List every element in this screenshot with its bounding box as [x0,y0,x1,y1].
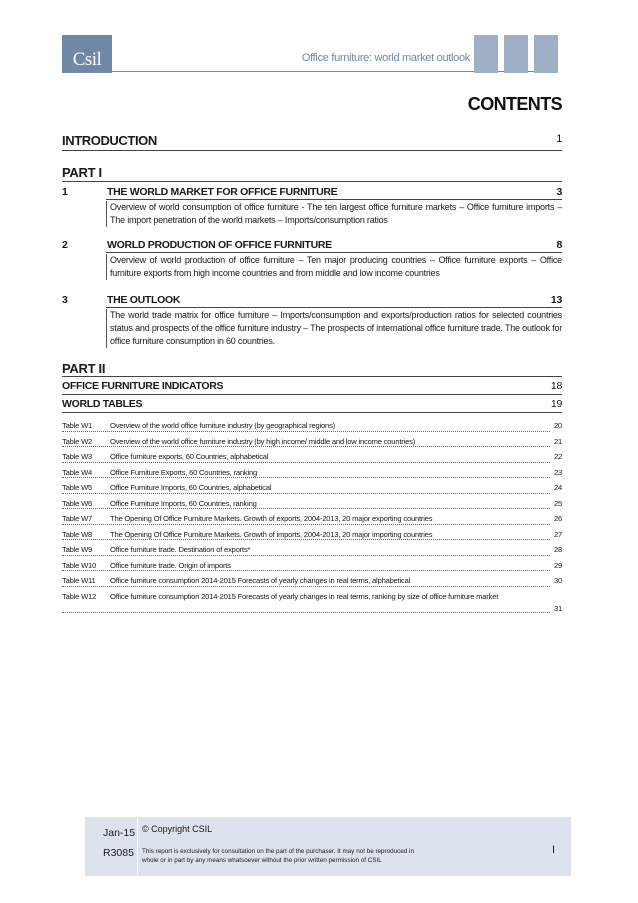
chapter-page: 13 [550,294,562,306]
chapter-number: 3 [62,294,68,306]
table-page: 22 [553,452,562,461]
chapter-page: 8 [556,239,562,251]
table-title: The Opening Of Office Furniture Markets. Growth of imports, 2004-2013, 20 major importing countries [110,529,433,539]
page-footer [85,817,571,876]
footer-notice: This report is exclusively for consultation on the part of the purchaser. It may not be reproduced in whole or in part by any means whatsoever without the prior written permission of CSIL [142,848,414,864]
csil-logo: Csil [62,35,112,73]
table-code: Table W8 [62,529,93,539]
leader-dots [62,477,550,478]
divider [106,307,562,308]
table-page: 26 [553,514,562,523]
toc-introduction-label: INTRODUCTION [62,133,157,148]
divider [106,199,562,200]
chapter-title: THE WORLD MARKET FOR OFFICE FURNITURE [107,186,338,198]
toc-world-tables-page: 19 [550,398,562,410]
table-title: Office Furniture Imports, 60 Countries, ranking [110,498,257,508]
table-code: Table W1 [62,421,93,430]
table-title: Office furniture trade. Origin of imports [110,560,231,570]
toc-world-tables[interactable] [62,398,562,410]
divider [62,394,562,395]
footer-separator [137,817,138,876]
chapter-number: 1 [62,186,68,198]
table-entry[interactable] [62,529,562,545]
chapter-3-description [106,309,562,348]
header-block-2 [504,35,528,73]
divider [62,412,562,413]
toc-introduction-page: 1 [556,133,562,145]
table-page: 20 [553,421,562,430]
table-entry[interactable] [62,451,562,467]
chapter-description-text: Overview of world production of office furniture – Ten major producing countries – Office furniture exports – Office furniture exports from high income countries and from middle and low income countries [110,255,562,278]
divider [106,252,562,253]
page-header [62,35,562,73]
leader-dots [62,462,550,463]
table-code: Table W2 [62,436,93,446]
toc-indicators-page: 18 [550,380,562,392]
table-title: Overview of the world office furniture industry (by geographical regions) [110,421,335,430]
leader-dots [62,446,550,447]
table-entry[interactable] [62,467,562,483]
table-page: 31 [553,603,562,613]
chapter-description-text: The world trade matrix for office furniture – Imports/consumption and exports/production ratios for selected countries status and prospects of the office furniture industry – The prospects of international office furniture trade. The outlook for office furniture consumption in 60 countries. [110,310,562,346]
toc-indicators[interactable] [62,380,562,392]
table-code: Table W4 [62,467,93,477]
part-1-heading: PART I [62,165,102,180]
table-title: Overview of the world office furniture industry (by high income/ middle and low income countries) [110,436,416,446]
chapter-2-description [106,254,562,280]
table-entry[interactable] [62,575,562,591]
divider [62,181,562,182]
divider [62,150,562,151]
table-title: Office furniture exports, 60 Countries, alphabetical [110,452,269,461]
table-entry[interactable] [62,544,562,560]
table-code: Table W11 [62,576,96,585]
chapter-title: WORLD PRODUCTION OF OFFICE FURNITURE [107,239,332,251]
leader-dots [62,524,550,525]
table-title: Office furniture consumption 2014-2015 Forecasts of yearly changes in real terms, ranking by size of office furniture market [110,591,499,601]
chapter-description-text: Overview of world consumption of office furniture - The ten largest office furniture markets – Office furniture imports – The import penetration of the world markets – Imports/consumption ratios [110,202,562,225]
leader-dots [62,431,550,432]
table-entry[interactable] [62,560,562,576]
table-title: The Opening Of Office Furniture Markets. Growth of exports, 2004-2013, 20 major exporting countries [110,514,433,523]
toc-world-tables-label: WORLD TABLES [62,398,143,410]
document-title: Office furniture: world market outlook [301,52,470,64]
table-code: Table W6 [62,498,93,508]
leader-dots [62,508,550,509]
chapter-page: 3 [556,186,562,198]
table-code: Table W7 [62,514,93,523]
header-rule [112,71,535,72]
table-code: Table W10 [62,560,97,570]
table-title: Office Furniture Exports, 60 Countries, ranking [110,467,258,477]
footer-copyright: © Copyright CSIL [142,824,213,834]
leader-dots [62,612,550,613]
table-entry[interactable] [62,513,562,529]
table-entry[interactable] [62,436,562,452]
chapter-number: 2 [62,239,68,251]
chapter-1-description [106,201,562,227]
footer-date: Jan-15 [103,827,136,839]
table-list [62,420,562,617]
table-page: 27 [553,529,562,539]
page-number: I [551,844,555,856]
table-code: Table W5 [62,483,93,492]
contents-heading: CONTENTS [467,94,562,114]
table-page: 28 [553,545,562,554]
header-block-3 [534,35,558,73]
table-page: 29 [553,560,562,570]
table-title: Office furniture trade. Destination of exports* [110,545,251,554]
table-code: Table W3 [62,452,93,461]
leader-dots [62,493,550,494]
table-title: Office Furniture Imports, 60 Countries, alphabetical [110,483,272,492]
chapter-title: THE OUTLOOK [107,294,181,306]
footer-report-code: R3085 [103,847,134,859]
table-page: 25 [553,498,562,508]
part-2-heading: PART II [62,361,106,376]
table-entry[interactable] [62,498,562,514]
toc-indicators-label: OFFICE FURNITURE INDICATORS [62,380,224,392]
table-entry[interactable] [62,482,562,498]
header-block-1 [474,35,498,73]
toc-introduction[interactable] [62,133,562,148]
table-entry[interactable] [62,420,562,436]
table-page: 21 [553,436,562,446]
leader-dots [62,555,550,556]
table-code: Table W12 [62,591,97,601]
table-title: Office furniture consumption 2014-2015 Forecasts of yearly changes in real terms, alphabetical [110,576,411,585]
table-page: 23 [553,467,562,477]
divider [62,376,562,377]
leader-dots [62,570,550,571]
leader-dots [62,539,550,540]
table-page: 30 [553,576,562,585]
table-entry[interactable] [62,591,562,617]
table-code: Table W9 [62,545,93,554]
table-page: 24 [553,483,562,492]
leader-dots [62,586,550,587]
